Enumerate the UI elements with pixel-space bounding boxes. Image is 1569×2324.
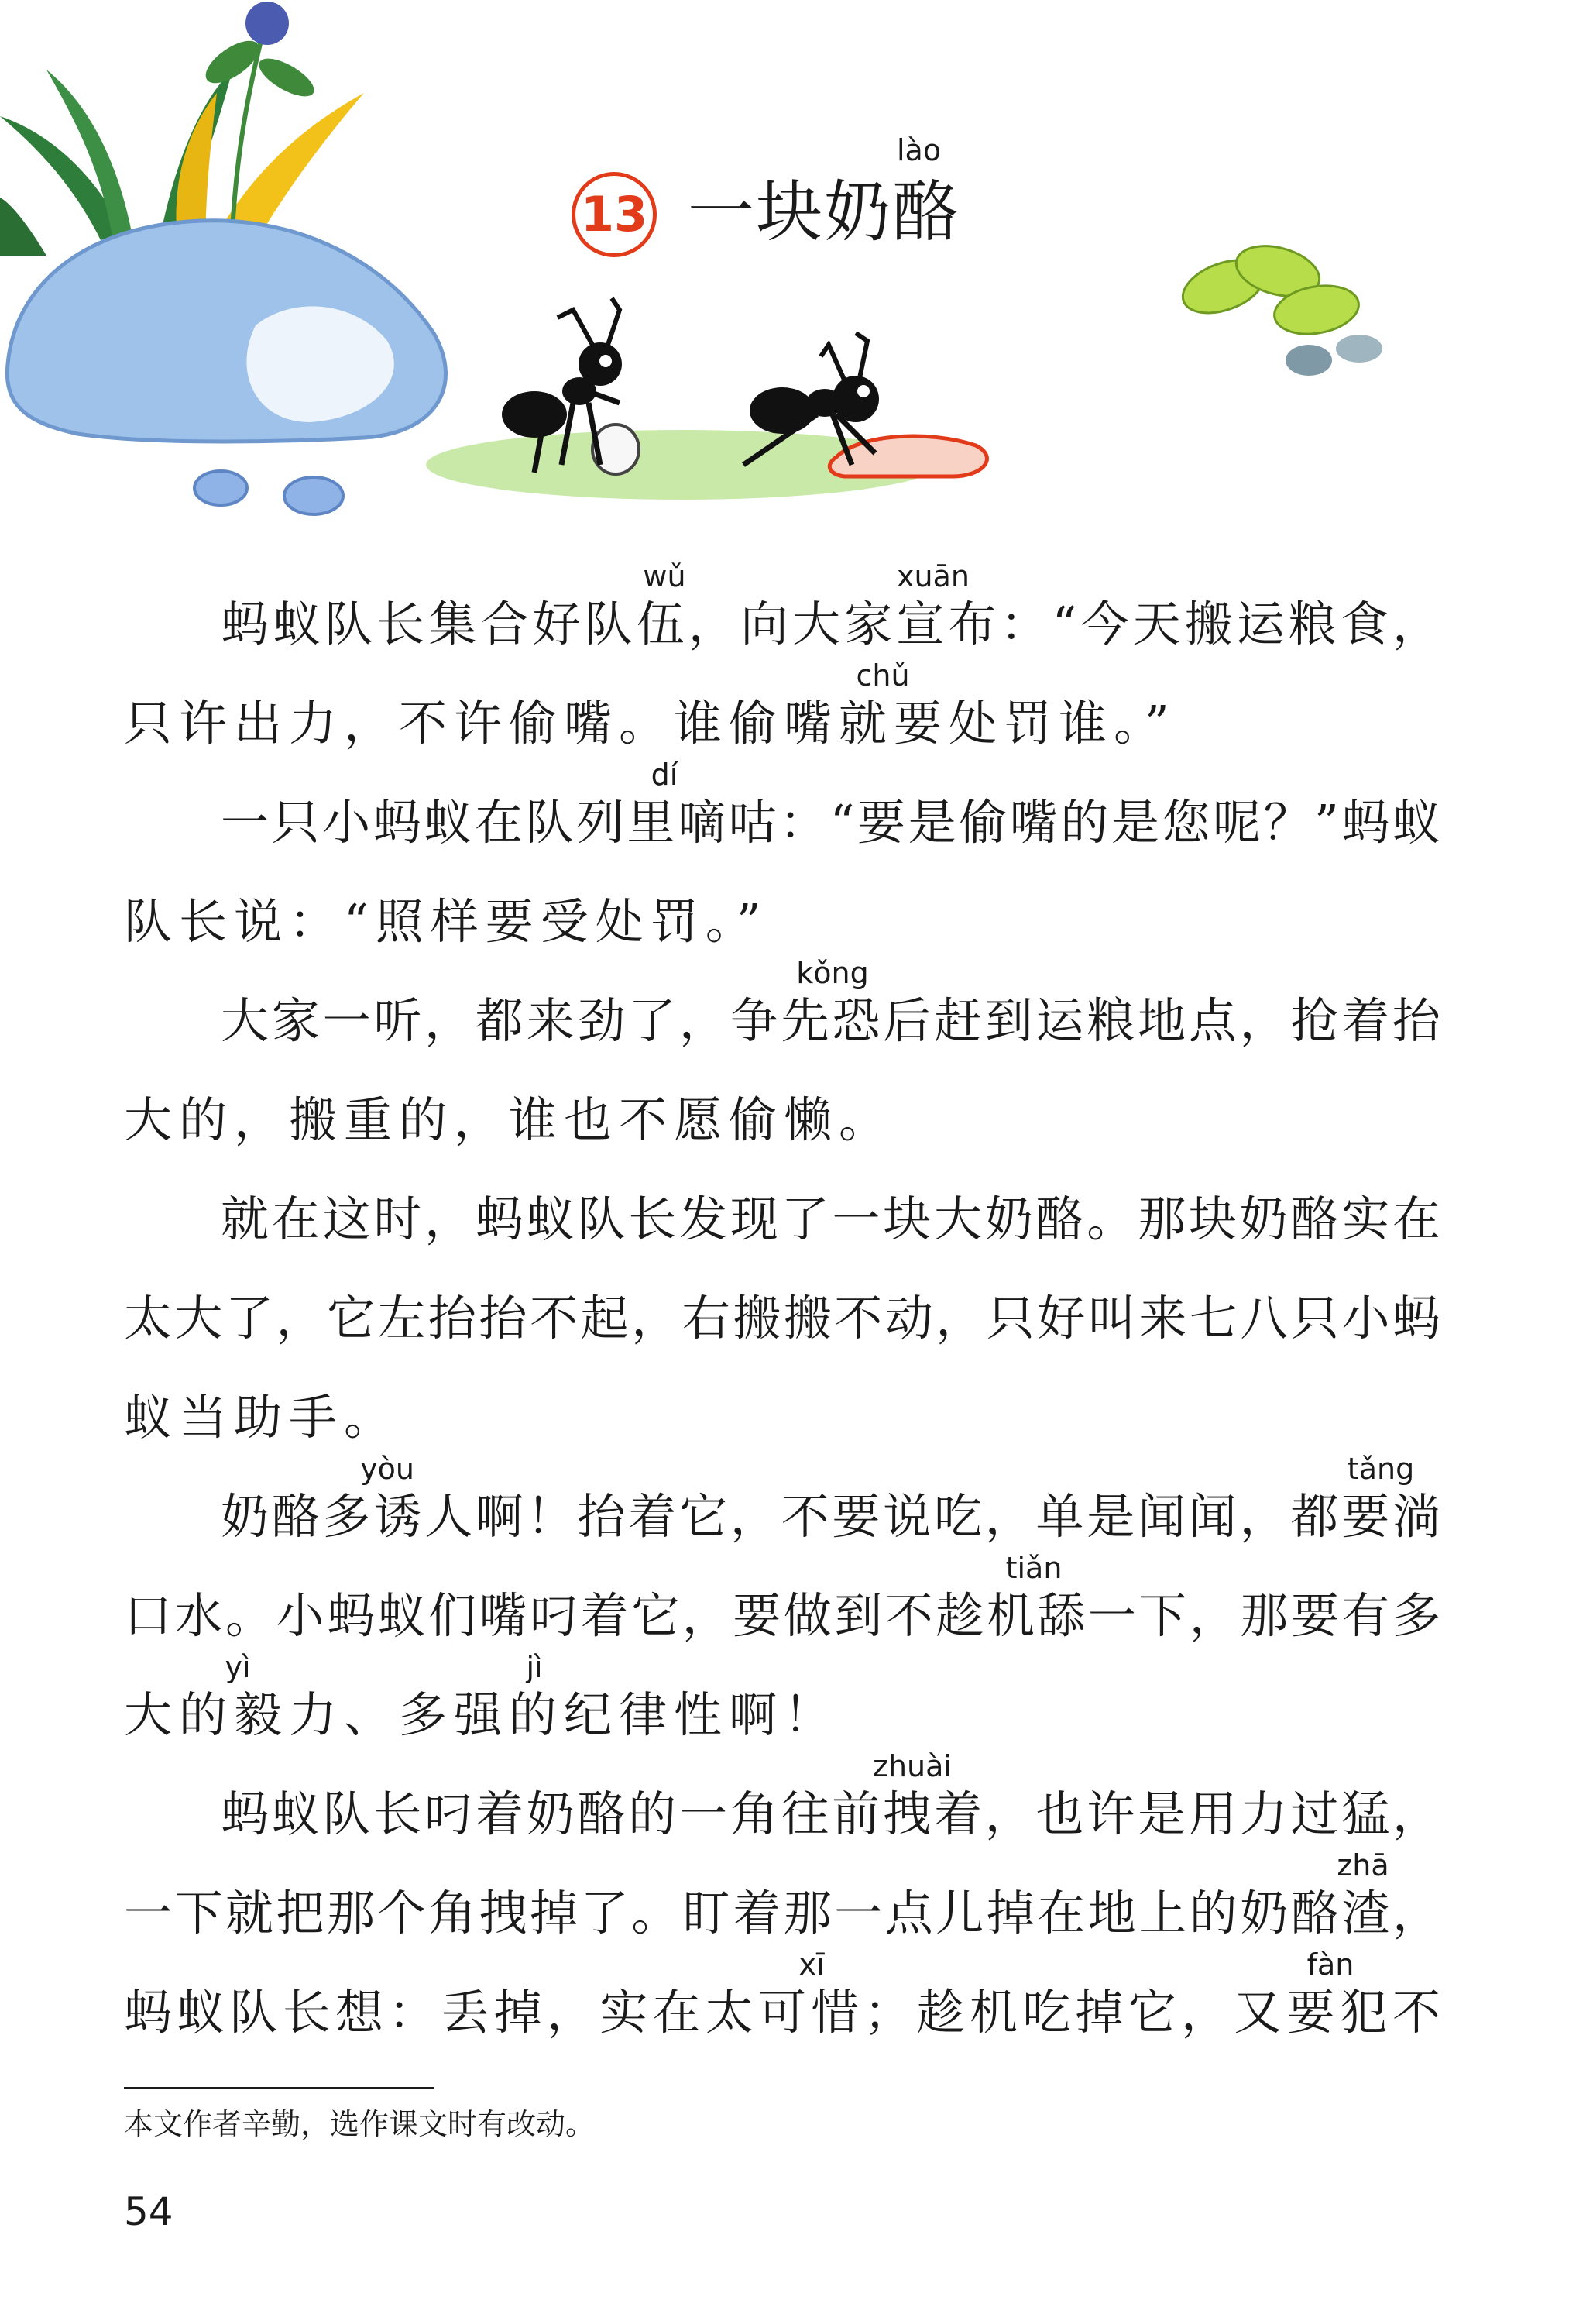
- text-line: 只许出力，不许偷嘴。谁偷嘴就要处罚谁。”: [124, 695, 1176, 751]
- title-pinyin: lào: [897, 133, 942, 167]
- text-line: 大的毅力、多强的纪律性啊！: [124, 1686, 839, 1743]
- pinyin-annotation: tiǎn: [1005, 1551, 1063, 1585]
- text-line: 大家一听，都来劲了，争先恐后赶到运粮地点，抢着抬: [221, 992, 1440, 1049]
- text-line: 大的，搬重的，谁也不愿偷懒。: [124, 1092, 894, 1148]
- green-shrub: [1176, 238, 1362, 340]
- lesson-illustration: [0, 0, 1569, 527]
- pinyin-annotation: tǎng: [1347, 1452, 1415, 1486]
- pinyin-annotation: zhuài: [873, 1749, 952, 1783]
- footnote-divider: [124, 2087, 434, 2089]
- pinyin-annotation: zhā: [1337, 1848, 1389, 1882]
- text-line: 奶酪多诱人啊！抬着它，不要说吃，单是闻闻，都要淌: [221, 1488, 1440, 1545]
- pinyin-annotation: yì: [225, 1650, 251, 1684]
- pinyin-annotation: dí: [651, 758, 678, 792]
- pinyin-annotation: jì: [526, 1650, 543, 1684]
- text-line: 蚁当助手。: [124, 1389, 400, 1446]
- lesson-title: 一块奶酪: [688, 174, 960, 251]
- text-line: 就在这时，蚂蚁队长发现了一块大奶酪。那块奶酪实在: [221, 1191, 1440, 1247]
- pebble: [1286, 345, 1332, 376]
- pebble: [194, 471, 247, 505]
- page-number: 54: [124, 2189, 173, 2234]
- pinyin-annotation: fàn: [1306, 1948, 1354, 1982]
- pinyin-annotation: wǔ: [643, 559, 686, 593]
- text-line: 一只小蚂蚁在队列里嘀咕：“要是偷嘴的是您呢？”蚂蚁: [221, 794, 1440, 851]
- blue-flower-bud: [245, 2, 289, 45]
- blue-rock: [7, 221, 445, 442]
- pinyin-annotation: chǔ: [856, 658, 910, 693]
- pebble: [284, 477, 343, 514]
- pinyin-annotation: kǒng: [796, 956, 869, 990]
- pinyin-annotation: yòu: [360, 1452, 414, 1486]
- text-line: 一下就把那个角拽掉了。盯着那一点儿掉在地上的奶酪渣，: [124, 1885, 1440, 1941]
- text-line: 蚂蚁队长叼着奶酪的一角往前拽着，也许是用力过猛，: [221, 1786, 1440, 1842]
- stem-leaf: [253, 51, 319, 104]
- footnote: 本文作者辛勤，选作课文时有改动。: [124, 2107, 596, 2141]
- pebble: [1336, 335, 1382, 363]
- text-line: 蚂蚁队长集合好队伍，向大家宣布：“今天搬运粮食，: [221, 596, 1440, 652]
- pinyin-annotation: xī: [798, 1948, 825, 1982]
- lesson-number-badge: 13: [572, 172, 657, 257]
- text-line: 口水。小蚂蚁们嘴叼着它，要做到不趁机舔一下，那要有多: [124, 1587, 1440, 1644]
- text-line: 蚂蚁队长想：丢掉，实在太可惜；趁机吃掉它，又要犯不: [124, 1984, 1440, 2040]
- pinyin-annotation: xuān: [897, 559, 970, 593]
- text-line: 队长说：“照样要受处罚。”: [124, 893, 768, 950]
- text-line: 太大了，它左抬抬不起，右搬搬不动，只好叫来七八只小蚂: [124, 1290, 1440, 1346]
